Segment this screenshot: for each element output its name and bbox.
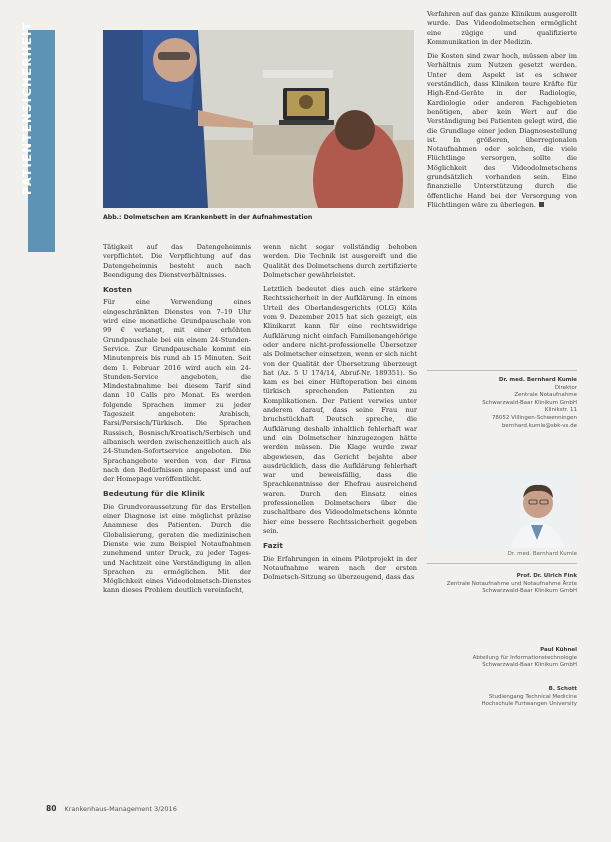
- portrait-caption: Dr. med. Bernhard Kumle: [507, 551, 577, 557]
- heading-kosten: Kosten: [103, 285, 132, 295]
- column-2: [263, 243, 417, 587]
- author-email: bernhard.kumle@sbk-vs.de: [501, 422, 577, 429]
- author-line: Klinikstr. 11: [544, 407, 577, 414]
- divider: [427, 563, 577, 564]
- divider: [427, 370, 577, 371]
- coauthor-name: Paul Kühnel: [540, 647, 577, 653]
- section-label: PATIENTENSICHERHEIT: [20, 21, 34, 195]
- journal-name: Krankenhaus-Management 3/2016: [64, 805, 177, 813]
- paragraph: Für eine Verwendung eines eingeschränkten Dienstes von 7–19 Uhr wird eine monatliche Grundpauschale von 99 € verlangt, mit einer erhöhten Grundpauschale bei ein einem 24-Stunden-Service. Zur Grundpauschale kommt ein Minutenpreis bis rund ab 15 Minuten. Seit dem 1. Februar 2016 wird auch ein 24-Stunden-Service angeboten, die Mindestabnahme bei diesem Tarif sind dann 10 Calls pro Monat. Es werden folgende Sprachen immer zu jeder Tageszeit angeboten: Arabisch, Farsi/Persisch/Türkisch. Die Sprachen Russisch, Bosnisch/Kroatisch/Serbisch und albanisch werden zwischenzeitlich auch als 24-Stunden-Sofortservice angeboten. Die Sprachangebote werden von der Firma nach den Bedürfnissen angepasst und auf der Homepage veröffentlicht.: [103, 298, 251, 484]
- end-of-article-mark: [539, 202, 544, 207]
- page-footer: [46, 804, 586, 813]
- author-line: Zentrale Notaufnahme: [514, 392, 577, 399]
- paragraph-text: Die Kosten sind zwar hoch, müssen aber im Verhältnis zum Nutzen gesetzt werden. Unter dem Aspekt ist es schwer verständlich, dass Kliniken teure Kräfte für High-End-Geräte in der Radiologie, Kardiologie oder anderen Fachgebieten benötigen, aber kein Wert auf die Verständigung bei Patienten gelegt wird, die die Grundlage einer jeden Diagnosestellung ist. In größeren, überregionalen Notaufnahmen oder solchen, die viele Flüchtlinge versorgen, sollte die Möglichkeit des Videodolmetschens grundsätzlich vorhanden sein. Eine finanzielle Unterstützung durch die öffentliche Hand bei der Versorgung von Flüchtlingen wäre zu überlegen.: [427, 52, 577, 209]
- paragraph: [427, 52, 577, 210]
- coauthor-name: B. Schott: [548, 686, 577, 692]
- paragraph: Verfahren auf das ganze Klinikum ausgerollt wurde. Das Videodolmetschen ermöglicht eine zügige und qualifizierte Kommunikation in der Medizin.: [427, 10, 577, 46]
- coauthor: [427, 686, 577, 709]
- paragraph: Die Erfahrungen in einem Pilotprojekt in der Notaufnahme waren nach der ersten Dolmetsch-Sitzung so überzeugend, dass das: [263, 554, 417, 582]
- coauthor-line: Abteilung für Informationstechnologie: [472, 654, 577, 661]
- photo-caption: Abb.: Dolmetschen am Krankenbett in der Aufnahmestation: [103, 214, 313, 221]
- column-3: [427, 10, 577, 215]
- photo-illustration: [103, 30, 414, 208]
- paragraph: Die Grundvoraussetzung für das Erstellen einer Diagnose ist eine möglichst präzise Anamnese des Patienten. Durch die Globalisierung, geraten die medizinischen Dienste wie zum Beispiel Notaufnahmen zunehmend unter Druck, zu jeder Tages- und Nachtzeit eine Verständigung in allen Sprachen zu ermöglichen. Mit der Möglichkeit eines Videodolmetsch-Dienstes kann dieses Problem deutlich vereinfacht,: [103, 502, 251, 595]
- article-photo: [103, 30, 414, 208]
- author-line: Direktor: [554, 384, 577, 391]
- coauthor-line: Hochschule Furtwangen University: [481, 701, 577, 708]
- coauthor-line: Schwarzwald-Baar Klinikum GmbH: [482, 588, 577, 595]
- coauthor: [427, 573, 577, 596]
- page-number: 80: [46, 804, 57, 813]
- coauthor-line: Schwarzwald-Baar Klinikum GmbH: [482, 662, 577, 669]
- author-contact: [427, 377, 577, 430]
- coauthor-line: Studiengang Technical Medicine: [488, 693, 577, 700]
- paragraph: Tätigkeit auf das Datengeheimnis verpflichtet. Die Verpflichtung auf das Datengeheimnis besteht auch nach Beendigung des Dienstverhältnisses.: [103, 243, 251, 279]
- portrait-illustration: [427, 470, 577, 548]
- author-portrait: [427, 470, 577, 548]
- coauthor-line: Zentrale Notaufnahme und Notaufnahme Ärzte: [446, 580, 577, 587]
- column-1: [103, 243, 251, 601]
- coauthor: [427, 647, 577, 670]
- heading-bedeutung: Bedeutung für die Klinik: [103, 489, 205, 499]
- author-line: 78052 Villingen-Schwenningen: [491, 414, 577, 421]
- paragraph: wenn nicht sogar vollständig behoben werden. Die Technik ist ausgereift und die Qualität des Dolmetschens durch zertifizierte Dolmetscher gewährleistet.: [263, 243, 417, 279]
- paragraph: Letztlich bedeutet dies auch eine stärkere Rechtssicherheit in der Aufklärung. In einem Urteil des Oberlandesgerichts (OLG) Köln vom 9. Dezember 2015 hat sich gezeigt, ein Klinikarzt kann für eine rechtswidrige Aufklärung nicht einfach Familienangehörige oder andere nicht-professionelle Übersetzer als Dolmetscher einsetzen, wenn er sich nicht von der Qualität der Übersetzung überzeugt hat (Az. 5 U 174/14, Abruf-Nr. 189351). So kam es bei einer Hüftoperation bei einem türkisch sprechenden Patienten zu Komplikationen. Der Patient verwies unter anderem darauf, dass seine Frau nur bruchstückhaft Deutsch spreche, die Aufklärung deshalb inhaltlich fehlerhaft war und ein Dolmetscher hinzugezogen hätte werden müssen. Die Klage wurde zwar abgewiesen, das Gericht bejahte aber ausdrücklich, dass die Aufklärung fehlerhaft war und beweisfällig, dass die Sprachkenntnisse der Ehefrau ausreichend waren. Durch den Einsatz eines professionellen Dolmetschers über die zuschaltbare des Videodolmetschens könnte hier eine bessere Rechtssicherheit gegeben sein.: [263, 285, 417, 535]
- author-line: Schwarzwald-Baar Klinikum GmbH: [482, 399, 577, 406]
- heading-fazit: Fazit: [263, 541, 283, 551]
- coauthor-name: Prof. Dr. Ulrich Fink: [516, 573, 577, 579]
- author-name: Dr. med. Bernhard Kumle: [498, 377, 577, 383]
